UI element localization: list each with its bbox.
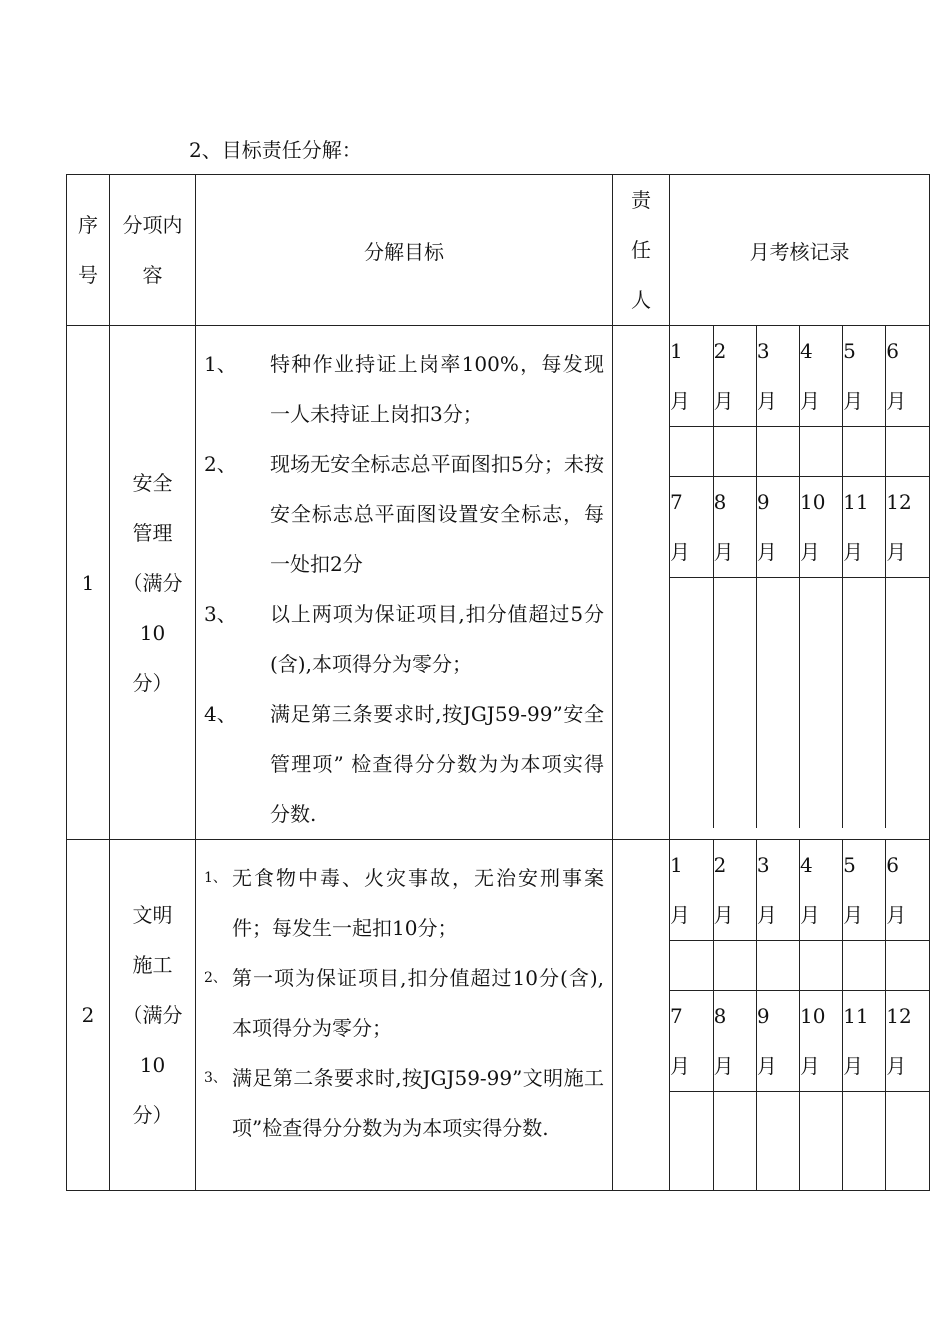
monthly-record xyxy=(670,326,930,840)
month-cell: 1 月 xyxy=(670,326,713,427)
row-item: 文明 施工 （满分 10 分） xyxy=(110,840,196,1191)
score-cell[interactable] xyxy=(670,1092,713,1190)
month-cell: 8 月 xyxy=(713,477,756,578)
month-cell: 2 月 xyxy=(713,326,756,427)
row-seq: 2 xyxy=(67,840,110,1191)
month-cell: 11 月 xyxy=(843,991,886,1092)
row-seq: 1 xyxy=(67,326,110,840)
goal-item: 2、 第一项为保证项目,扣分值超过10分(含),本项得分为零分； xyxy=(204,966,604,1040)
score-cell[interactable] xyxy=(799,941,842,991)
score-cell[interactable] xyxy=(713,427,756,477)
score-cell[interactable] xyxy=(886,941,929,991)
month-cell: 3 月 xyxy=(756,840,799,941)
table-row xyxy=(67,326,930,840)
month-cell: 8 月 xyxy=(713,991,756,1092)
header-record: 月考核记录 xyxy=(670,175,930,326)
score-cell[interactable] xyxy=(886,1092,929,1190)
row-goals xyxy=(196,326,613,840)
score-cell[interactable] xyxy=(799,1092,842,1190)
score-cell[interactable] xyxy=(756,941,799,991)
month-cell: 5 月 xyxy=(843,840,886,941)
header-item: 分项内 容 xyxy=(110,175,196,326)
table-row xyxy=(67,840,930,1191)
table-header-row xyxy=(67,175,930,326)
month-cell: 7 月 xyxy=(670,991,713,1092)
month-cell: 6 月 xyxy=(886,326,929,427)
month-cell: 9 月 xyxy=(756,477,799,578)
score-cell[interactable] xyxy=(756,427,799,477)
month-cell: 5 月 xyxy=(843,326,886,427)
score-cell[interactable] xyxy=(670,578,713,828)
goal-item: 3、 以上两项为保证项目,扣分值超过5分(含),本项得分为零分； xyxy=(204,602,604,676)
month-cell: 7 月 xyxy=(670,477,713,578)
month-cell: 12 月 xyxy=(886,477,929,578)
row-item: 安全 管理 （满分 10 分） xyxy=(110,326,196,840)
score-cell[interactable] xyxy=(713,578,756,828)
month-cell: 10 月 xyxy=(799,477,842,578)
goal-item: 3、 满足第二条要求时,按JGJ59-99”文明施工项”检查得分分数为为本项实得分数. xyxy=(204,1066,604,1140)
month-cell: 10 月 xyxy=(799,991,842,1092)
row-person xyxy=(613,840,670,1191)
month-cell: 4 月 xyxy=(799,840,842,941)
monthly-record xyxy=(670,840,930,1191)
header-seq: 序 号 xyxy=(67,175,110,326)
score-cell[interactable] xyxy=(799,578,842,828)
month-cell: 3 月 xyxy=(756,326,799,427)
month-cell: 4 月 xyxy=(799,326,842,427)
score-cell[interactable] xyxy=(886,578,929,828)
score-cell[interactable] xyxy=(756,578,799,828)
score-cell[interactable] xyxy=(843,941,886,991)
score-cell[interactable] xyxy=(670,941,713,991)
goal-item: 4、 满足第三条要求时,按JGJ59-99”安全管理项” 检查得分分数为为本项实得分数. xyxy=(204,702,604,826)
row-goals xyxy=(196,840,613,1191)
score-cell[interactable] xyxy=(713,1092,756,1190)
month-cell: 1 月 xyxy=(670,840,713,941)
target-responsibility-table xyxy=(66,174,930,1191)
goal-item: 1、 特种作业持证上岗率100%，每发现一人未持证上岗扣3分； xyxy=(204,352,604,426)
header-goal: 分解目标 xyxy=(196,175,613,326)
section-heading: 2、目标责任分解： xyxy=(189,138,362,162)
month-cell: 6 月 xyxy=(886,840,929,941)
header-person: 责 任 人 xyxy=(613,175,670,326)
score-cell[interactable] xyxy=(843,427,886,477)
month-cell: 12 月 xyxy=(886,991,929,1092)
score-cell[interactable] xyxy=(713,941,756,991)
score-cell[interactable] xyxy=(799,427,842,477)
month-cell: 2 月 xyxy=(713,840,756,941)
goal-item: 1、 无食物中毒、火灾事故，无治安刑事案件；每发生一起扣10分； xyxy=(204,866,604,940)
row-person xyxy=(613,326,670,840)
score-cell[interactable] xyxy=(843,578,886,828)
month-cell: 11 月 xyxy=(843,477,886,578)
month-cell: 9 月 xyxy=(756,991,799,1092)
score-cell[interactable] xyxy=(843,1092,886,1190)
goal-item: 2、 现场无安全标志总平面图扣5分；未按安全标志总平面图设置安全标志，每一处扣2分 xyxy=(204,452,604,576)
score-cell[interactable] xyxy=(756,1092,799,1190)
score-cell[interactable] xyxy=(886,427,929,477)
score-cell[interactable] xyxy=(670,427,713,477)
